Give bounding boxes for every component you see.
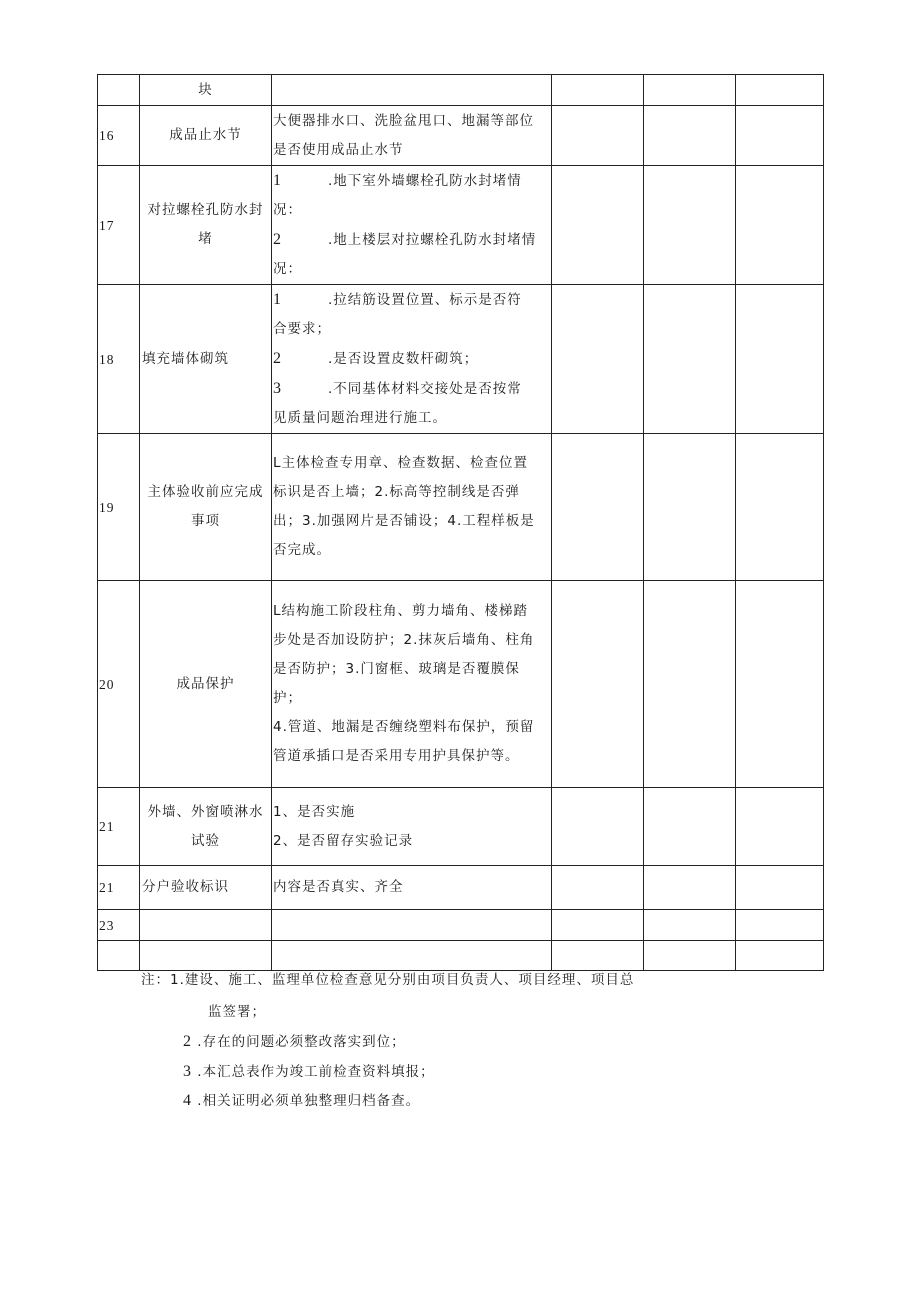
content-cell [272, 106, 552, 166]
empty-cell [644, 106, 736, 166]
note-line [183, 1030, 406, 1051]
row-number: 17 [98, 166, 140, 285]
list-text: .地上楼层对拉螺栓孔防水封堵情 [328, 232, 537, 248]
content-cell [272, 866, 552, 910]
empty-cell [552, 106, 644, 166]
content-line: L结构施工阶段柱角、剪力墙角、楼梯踏 [273, 603, 529, 619]
note-line: 注：1.建设、施工、监理单位检查意见分别由项目负责人、项目经理、项目总 [141, 972, 635, 988]
content-line: 见质量问题治理进行施工。 [273, 410, 447, 426]
table-row [98, 866, 824, 910]
content-cell [272, 285, 552, 434]
empty-cell [644, 866, 736, 910]
empty-cell [736, 581, 824, 788]
empty-cell [552, 285, 644, 434]
item-line: 事项 [191, 513, 220, 529]
item-cell: 成品止水节 [140, 106, 272, 166]
row-number: 20 [98, 581, 140, 788]
table-row [98, 581, 824, 788]
content-line: 是否使用成品止水节 [273, 141, 404, 158]
item-line: 主体验收前应完成 [147, 484, 264, 500]
item-line: 试验 [191, 832, 220, 849]
empty-cell [272, 941, 552, 971]
item-line: 对拉螺栓孔防水封 [147, 202, 264, 218]
note-line: 监签署； [208, 1004, 266, 1020]
empty-cell [140, 910, 272, 941]
empty-cell [736, 106, 824, 166]
empty-cell [644, 581, 736, 788]
list-number: 2 [273, 231, 282, 248]
content-line [273, 374, 549, 404]
content-line: 否完成。 [273, 542, 331, 558]
row-number: 19 [98, 434, 140, 581]
content-line [273, 285, 549, 315]
content-line: 2、是否留存实验记录 [273, 832, 414, 849]
list-text: .是否设置皮数杆砌筑； [328, 351, 479, 367]
item-cell: 分户验收标识 [140, 866, 272, 910]
content-line: 大便器排水口、洗脸盆甩口、地漏等部位 [273, 112, 534, 129]
inspection-table [97, 74, 824, 971]
content-line: 4.管道、地漏是否缠绕塑料布保护，预留 [273, 719, 535, 735]
content-line: 管道承插口是否采用专用护具保护等。 [273, 748, 520, 764]
empty-cell [98, 941, 140, 971]
empty-cell [140, 941, 272, 971]
row-number: 18 [98, 285, 140, 434]
empty-cell [736, 941, 824, 971]
row-number [98, 75, 140, 106]
content-cell [272, 581, 552, 788]
empty-cell [644, 166, 736, 285]
empty-cell [736, 75, 824, 106]
table-row [98, 434, 824, 581]
item-cell [140, 434, 272, 581]
item-cell: 填充墙体砌筑 [140, 285, 272, 434]
content-line: 合要求； [273, 321, 331, 337]
item-cell: 块 [140, 75, 272, 106]
content-line: 内容是否真实、齐全 [273, 879, 404, 895]
empty-cell [552, 941, 644, 971]
list-text: .不同基体材料交接处是否按常 [328, 381, 522, 397]
note-text: .本汇总表作为竣工前检查资料填报； [197, 1064, 435, 1080]
content-line: 是否防护；3.门窗框、玻璃是否覆膜保 [273, 661, 520, 677]
empty-cell [272, 910, 552, 941]
table-row [98, 166, 824, 285]
empty-cell [736, 166, 824, 285]
content-line [273, 344, 549, 374]
empty-cell [552, 788, 644, 866]
empty-cell [552, 75, 644, 106]
item-line: 堵 [198, 231, 213, 247]
empty-cell [552, 866, 644, 910]
content-cell [272, 434, 552, 581]
note-number: 2 [183, 1033, 192, 1050]
content-line: 况： [273, 202, 302, 218]
empty-cell [736, 788, 824, 866]
row-number: 16 [98, 106, 140, 166]
empty-cell [552, 581, 644, 788]
empty-cell [644, 788, 736, 866]
note-line [183, 1060, 435, 1081]
table-row [98, 788, 824, 866]
empty-cell [736, 285, 824, 434]
empty-cell [736, 910, 824, 941]
content-cell [272, 75, 552, 106]
empty-cell [644, 910, 736, 941]
empty-cell [736, 434, 824, 581]
note-line [183, 1089, 420, 1110]
empty-cell [644, 941, 736, 971]
table-row [98, 941, 824, 971]
table-row [98, 910, 824, 941]
row-number: 21 [98, 866, 140, 910]
content-line [273, 225, 549, 255]
empty-cell [552, 166, 644, 285]
content-line: 出；3.加强网片是否铺设；4.工程样板是 [273, 513, 535, 529]
content-line: 护； [273, 690, 302, 706]
content-line: 1、是否实施 [273, 803, 356, 820]
list-number: 3 [273, 380, 282, 397]
list-number: 1 [273, 172, 282, 189]
content-line: 标识是否上墙；2.标高等控制线是否弹 [273, 484, 520, 500]
item-cell: 成品保护 [140, 581, 272, 788]
row-number: 21 [98, 788, 140, 866]
note-text: .相关证明必须单独整理归档备查。 [197, 1093, 421, 1109]
item-cell [140, 166, 272, 285]
list-number: 2 [273, 350, 282, 367]
empty-cell [736, 866, 824, 910]
content-cell [272, 788, 552, 866]
note-number: 3 [183, 1063, 192, 1080]
note-text: .存在的问题必须整改落实到位； [197, 1034, 406, 1050]
table-row [98, 106, 824, 166]
item-cell [140, 788, 272, 866]
row-number: 23 [98, 910, 140, 941]
content-line [273, 166, 549, 196]
empty-cell [644, 75, 736, 106]
list-text: .拉结筋设置位置、标示是否符 [328, 292, 522, 308]
note-number: 4 [183, 1092, 192, 1109]
content-line: 步处是否加设防护；2.抹灰后墙角、柱角 [273, 632, 535, 648]
content-line: L主体检查专用章、检查数据、检查位置 [273, 455, 529, 471]
list-text: .地下室外墙螺栓孔防水封堵情 [328, 173, 522, 189]
empty-cell [644, 285, 736, 434]
content-line: 况： [273, 261, 302, 277]
empty-cell [552, 434, 644, 581]
table-row [98, 285, 824, 434]
content-cell [272, 166, 552, 285]
empty-cell [644, 434, 736, 581]
table-row [98, 75, 824, 106]
empty-cell [552, 910, 644, 941]
item-line: 外墙、外窗喷淋水 [147, 803, 264, 820]
list-number: 1 [273, 291, 282, 308]
